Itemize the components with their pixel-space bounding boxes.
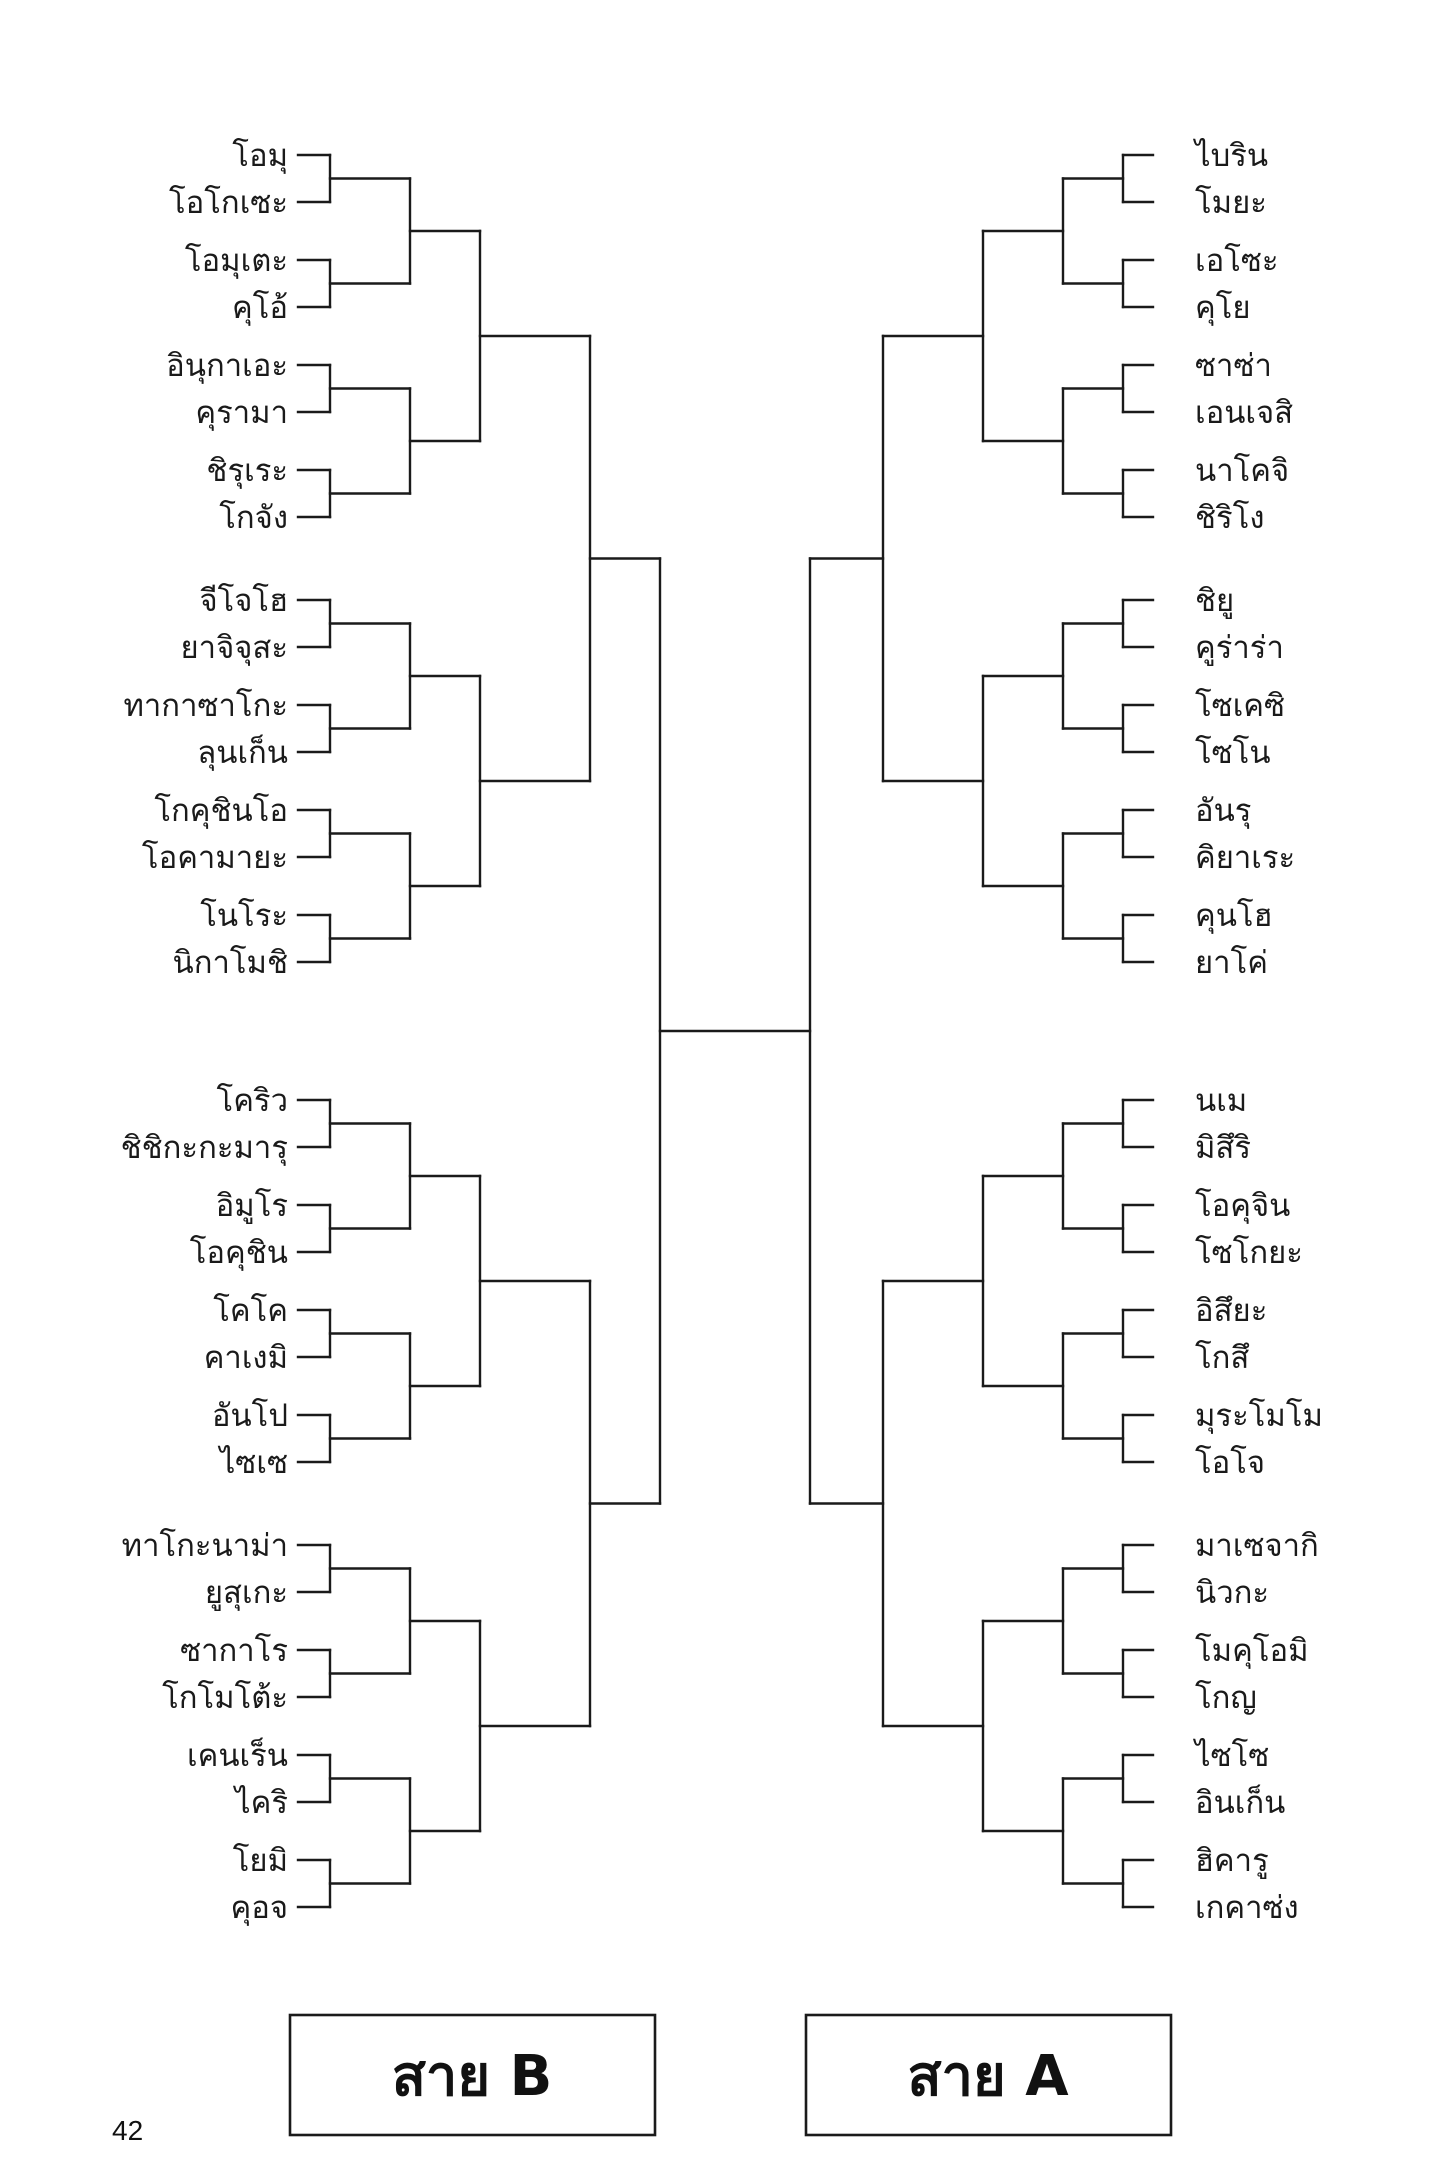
side-a-player-name: โซโกยะ xyxy=(1195,1235,1303,1271)
side-b-player-name: โอคุชิน xyxy=(189,1235,288,1271)
side-b-player-name: ไคริ xyxy=(235,1785,288,1821)
side-a-player-name: ชิยู xyxy=(1195,583,1235,619)
side-a-player-name: เอนเจสิ xyxy=(1195,395,1294,431)
side-b-player-name: ซากาโร xyxy=(180,1633,288,1669)
side-a-player-name: มาเซจากิ xyxy=(1195,1528,1319,1564)
side-a-label: สาย A xyxy=(907,2044,1069,2109)
bracket-lines xyxy=(298,155,1153,1907)
player-names xyxy=(121,138,1323,1927)
side-b-player-name: คุโอ้ xyxy=(231,290,288,326)
side-a-player-name: โอโจ xyxy=(1195,1445,1266,1481)
side-b-player-name: ไซเซ xyxy=(219,1445,288,1481)
side-a-player-name: เอโซะ xyxy=(1195,243,1279,279)
side-b-label-box xyxy=(290,2015,655,2135)
side-a-player-name: มุระโมโม xyxy=(1195,1398,1323,1434)
side-b-player-name: ทากาซาโกะ xyxy=(123,688,288,724)
side-a-player-name: ชิริโง xyxy=(1195,500,1265,536)
side-a-player-name: ยาโค่ xyxy=(1195,945,1268,981)
side-b-player-name: คุรามา xyxy=(195,395,288,431)
side-a-player-name: มิสึริ xyxy=(1195,1130,1252,1166)
side-a-player-name: โกสึ xyxy=(1195,1340,1250,1376)
side-a-player-name: อินเก็น xyxy=(1195,1785,1286,1821)
side-a-player-name: ฮิคารู xyxy=(1195,1843,1269,1879)
side-b-player-name: โกโมโต้ะ xyxy=(162,1680,288,1716)
side-b-player-name: โคริว xyxy=(216,1083,288,1119)
side-a-player-name: โกญ xyxy=(1195,1680,1257,1716)
side-a-label-box xyxy=(806,2015,1171,2135)
side-b-player-name: อันโป xyxy=(211,1398,288,1434)
side-b-player-name: โกคุชินโอ xyxy=(154,793,288,829)
side-a-player-name: นเม xyxy=(1195,1083,1248,1119)
side-a-player-name: ไบริน xyxy=(1195,138,1269,174)
side-a-player-name: คุนโฮ xyxy=(1195,898,1273,934)
side-a-player-name: อันรุ xyxy=(1195,793,1252,829)
side-a-player-name: คุโย xyxy=(1195,290,1251,326)
side-b-player-name: โกจัง xyxy=(219,500,288,536)
side-a-player-name: โซโน xyxy=(1195,735,1271,771)
side-b-player-name: โอมุ xyxy=(232,138,288,174)
side-b-player-name: นิกาโมชิ xyxy=(172,945,288,981)
side-a-player-name: โซเคซิ xyxy=(1195,688,1286,724)
side-b-player-name: ยาจิจุสะ xyxy=(180,630,288,666)
side-a-player-name: โอคุจิน xyxy=(1195,1188,1291,1224)
side-b-player-name: คุอจ xyxy=(230,1890,288,1926)
side-a-player-name: อิสึยะ xyxy=(1195,1293,1268,1329)
side-b-player-name: คาเงมิ xyxy=(203,1340,288,1376)
side-b-player-name: โอโกเซะ xyxy=(169,185,288,221)
side-b-player-name: ลุนเก็น xyxy=(197,735,288,771)
side-a-player-name: โมคุโอมิ xyxy=(1195,1633,1309,1669)
side-b-player-name: โคโค xyxy=(213,1293,288,1329)
side-a-player-name: ไซโซ xyxy=(1195,1738,1270,1774)
side-b-player-name: ชิรุเระ xyxy=(206,453,288,489)
side-b-player-name: อิมูโร xyxy=(215,1188,288,1224)
side-b-player-name: โอคามายะ xyxy=(141,840,288,876)
side-a-player-name: เกคาซ่ง xyxy=(1195,1890,1299,1926)
side-b-player-name: โยมิ xyxy=(232,1843,288,1879)
side-a-player-name: นาโคจิ xyxy=(1195,453,1290,489)
side-b-player-name: โนโระ xyxy=(200,898,288,934)
side-b-player-name: ทาโกะนาม่า xyxy=(121,1528,288,1564)
side-b-player-name: จีโจโฮ xyxy=(199,583,288,619)
side-a-player-name: คิยาเระ xyxy=(1195,840,1296,876)
side-a-player-name: นิวกะ xyxy=(1195,1575,1270,1611)
side-b-player-name: เคนเร็น xyxy=(187,1738,288,1774)
side-a-player-name: ซาซ่า xyxy=(1195,348,1272,384)
page-number: 42 xyxy=(112,2115,144,2146)
side-b-player-name: ยูสุเกะ xyxy=(204,1575,288,1611)
side-b-player-name: โอมุเตะ xyxy=(184,243,288,279)
side-b-player-name: ชิชิกะกะมารุ xyxy=(120,1130,288,1166)
side-b-label: สาย B xyxy=(391,2044,553,2109)
side-a-player-name: โมยะ xyxy=(1195,185,1267,221)
side-a-player-name: คูร่าร่า xyxy=(1195,630,1284,666)
side-b-player-name: อินุกาเอะ xyxy=(166,348,288,384)
